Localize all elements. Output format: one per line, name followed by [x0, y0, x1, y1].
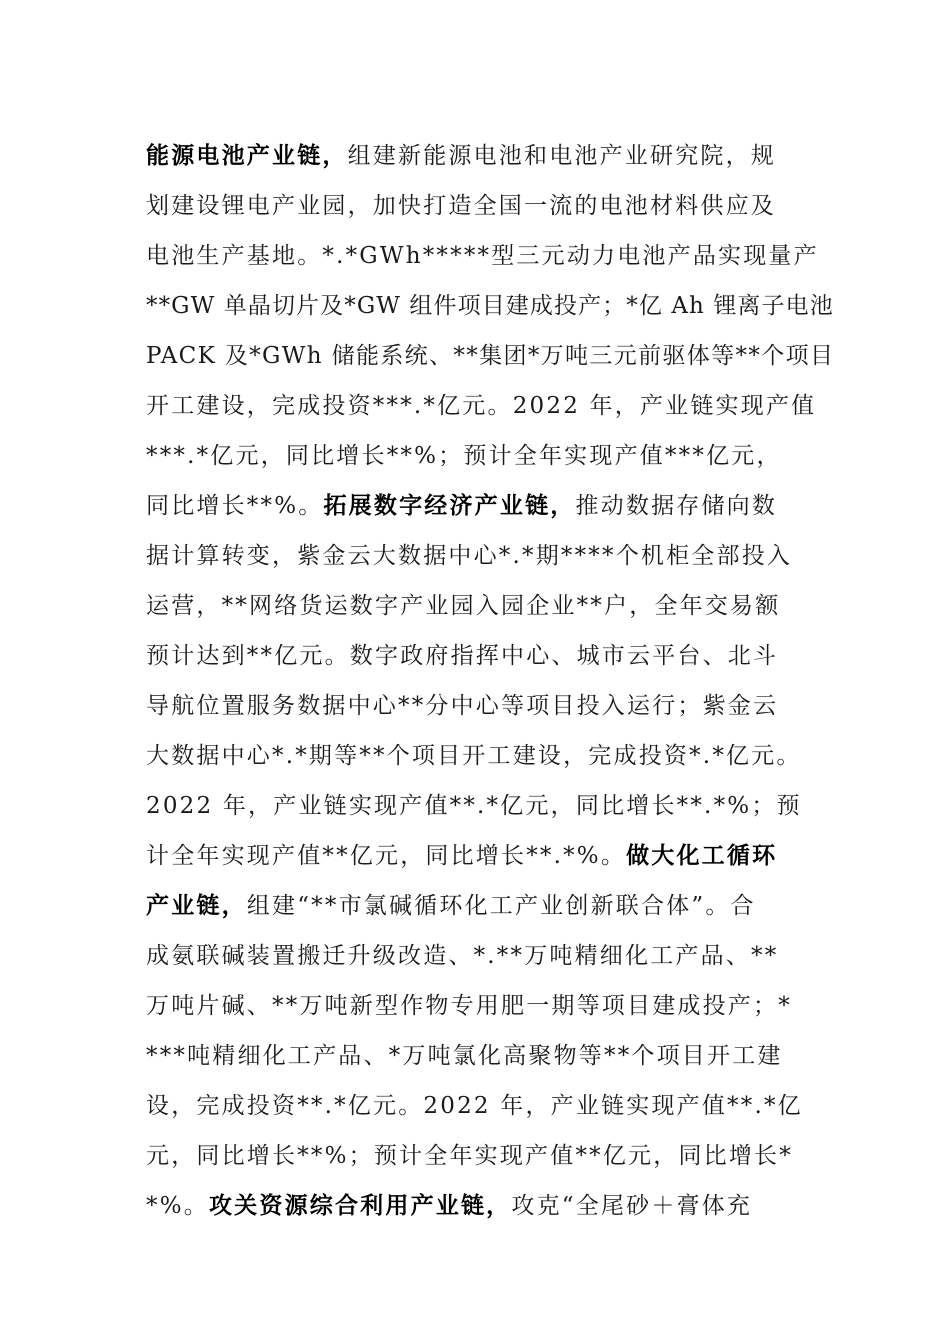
text-line: [146, 181, 836, 231]
text-line: [146, 931, 836, 981]
text-line: [146, 381, 836, 431]
body-text: 开工建设，完成投资***.*亿元。2022 年，产业链实现产值: [146, 393, 817, 419]
body-text: ***.*亿元，同比增长**%；预计全年实现产值***亿元，: [146, 443, 782, 469]
body-text: 导航位置服务数据中心**分中心等项目投入运行；紫金云: [146, 693, 779, 719]
text-line: [146, 631, 836, 681]
body-text: 组建“**市氯碱循环化工产业创新联合体”。合: [246, 893, 756, 919]
body-text: 元，同比增长**%；预计全年实现产值**亿元，同比增长*: [146, 1143, 793, 1169]
bold-heading-text: 能源电池产业链，: [146, 142, 348, 169]
body-text: 电池生产基地。*.*GWh*****型三元动力电池产品实现量产: [146, 243, 819, 269]
text-line: [146, 431, 836, 481]
body-text: 划建设锂电产业园，加快打造全国一流的电池材料供应及: [146, 193, 776, 219]
text-line: [146, 281, 836, 331]
text-line: [146, 681, 836, 731]
body-text: 2022 年，产业链实现产值**.*亿元，同比增长**.*%；预: [146, 793, 802, 819]
body-text: 万吨片碱、**万吨新型作物专用肥一期等项目建成投产；*: [146, 993, 792, 1019]
body-text: 运营，**网络货运数字产业园入园企业**户，全年交易额: [146, 593, 781, 619]
text-line: [146, 481, 836, 531]
body-text: 推动数据存储向数: [575, 493, 778, 519]
body-text: 同比增长**%。: [146, 493, 324, 519]
text-line: [146, 331, 836, 381]
body-text: 攻克“全尾砂＋膏体充: [511, 1193, 753, 1219]
text-line: [146, 881, 836, 931]
text-line: [146, 731, 836, 781]
bold-heading-text: 做大化工循环: [626, 842, 778, 869]
text-line: [146, 981, 836, 1031]
bold-heading-text: 攻关资源综合利用产业链，: [208, 1192, 512, 1219]
bold-heading-text: 产业链，: [146, 892, 247, 919]
body-paragraph: [146, 131, 836, 1231]
body-text: 组建新能源电池和电池产业研究院，规: [347, 143, 777, 169]
text-line: [146, 1031, 836, 1081]
body-text: PACK 及*GWh 储能系统、**集团*万吨三元前驱体等**个项目: [146, 343, 835, 369]
text-line: [146, 1081, 836, 1131]
text-line: [146, 1131, 836, 1181]
text-line: [146, 831, 836, 881]
bold-heading-text: 拓展数字经济产业链，: [323, 492, 576, 519]
body-text: 据计算转变，紫金云大数据中心*.*期****个机柜全部投入: [146, 543, 793, 569]
body-text: *%。: [146, 1193, 209, 1219]
body-text: 设，完成投资**.*亿元。2022 年，产业链实现产值**.*亿: [146, 1093, 803, 1119]
body-text: **GW 单晶切片及*GW 组件项目建成投产；*亿 Ah 锂离子电池: [146, 293, 834, 319]
text-line: [146, 531, 836, 581]
body-text: 预计达到**亿元。数字政府指挥中心、城市云平台、北斗: [146, 643, 779, 669]
text-line: [146, 131, 836, 181]
text-line: [146, 1181, 836, 1231]
text-line: [146, 581, 836, 631]
body-text: 成氨联碱装置搬迁升级改造、*.**万吨精细化工产品、**: [146, 943, 779, 969]
body-text: 大数据中心*.*期等**个项目开工建设，完成投资*.*亿元。: [146, 743, 802, 769]
body-text: ***吨精细化工产品、*万吨氯化高聚物等**个项目开工建: [146, 1043, 783, 1069]
body-text: 计全年实现产值**亿元，同比增长**.*%。: [146, 843, 627, 869]
text-line: [146, 781, 836, 831]
text-line: [146, 231, 836, 281]
